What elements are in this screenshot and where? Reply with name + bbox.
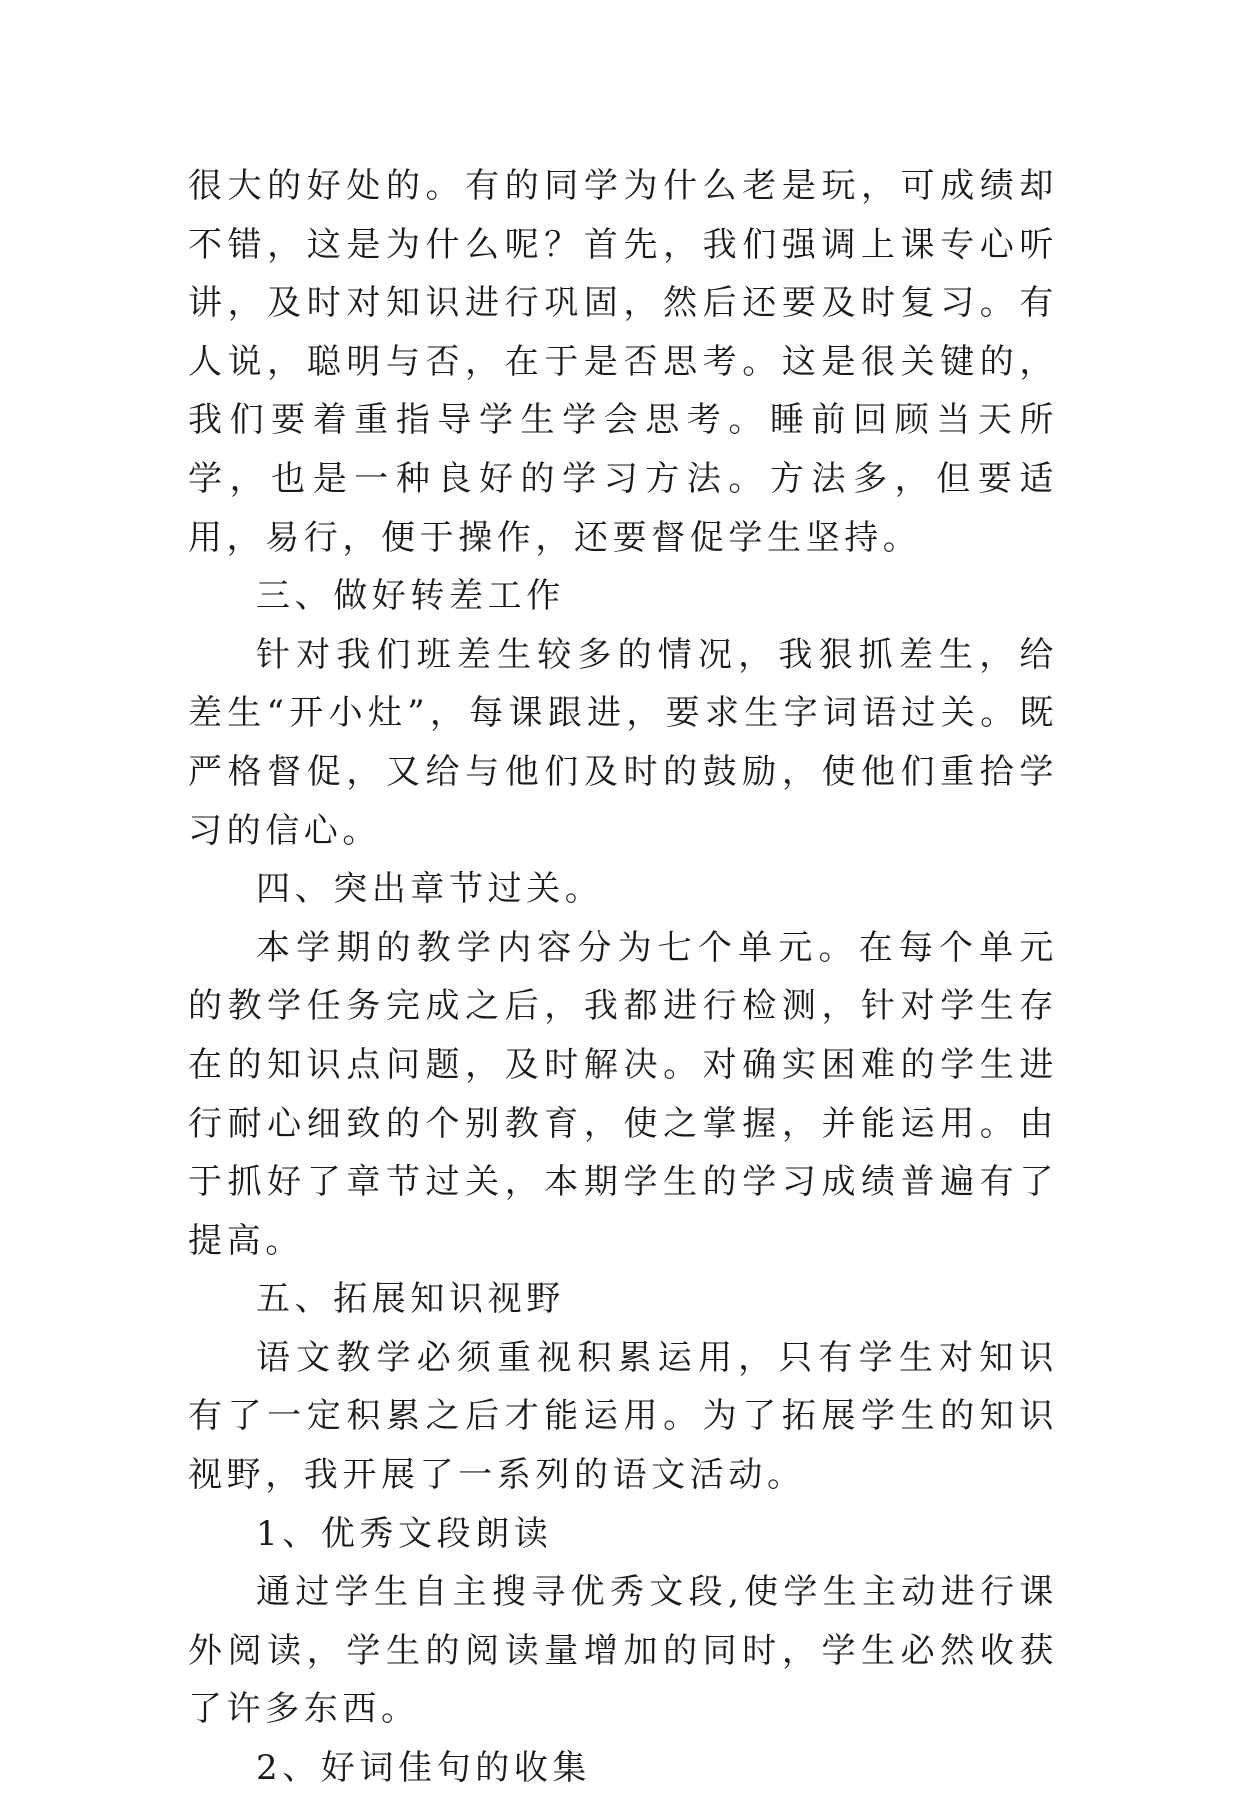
body-paragraph: 针对我们班差生较多的情况，我狠抓差生，给差生“开小灶”，每课跟进，要求生字词语过关。既严格督促，又给与他们及时的鼓励，使他们重拾学习的信心。 — [188, 634, 1058, 851]
subsection-heading: 2、好词佳句的收集 — [256, 1748, 592, 1789]
body-paragraph: 通过学生自主搜寻优秀文段,使学生主动进行课外阅读，学生的阅读量增加的同时，学生必然收获了许多东西。 — [188, 1572, 1058, 1730]
subsection-heading: 1、优秀文段朗读 — [256, 1513, 553, 1554]
section-heading: 五、拓展知识视野 — [256, 1279, 565, 1320]
section-heading: 四、突出章节过关。 — [256, 869, 604, 910]
section-heading: 三、做好转差工作 — [256, 576, 565, 617]
body-paragraph: 语文教学必须重视积累运用，只有学生对知识有了一定积累之后才能运用。为了拓展学生的知识视野，我开展了一系列的语文活动。 — [188, 1337, 1058, 1496]
document-body — [188, 157, 1058, 1798]
body-paragraph: 本学期的教学内容分为七个单元。在每个单元的教学任务完成之后，我都进行检测，针对学生存在的知识点问题，及时解决。对确实困难的学生进行耐心细致的个别教育，使之掌握，并能运用。由于抓好了章节过关，本期学生的学习成绩普遍有了提高。 — [188, 927, 1058, 1261]
body-paragraph: 很大的好处的。有的同学为什么老是玩，可成绩却不错，这是为什么呢？首先，我们强调上课专心听讲，及时对知识进行巩固，然后还要及时复习。有人说，聪明与否，在于是否思考。这是很关键的，我们要着重指导学生学会思考。睡前回顾当天所学，也是一种良好的学习方法。方法多，但要适用，易行，便于操作，还要督促学生坚持。 — [188, 166, 1058, 558]
